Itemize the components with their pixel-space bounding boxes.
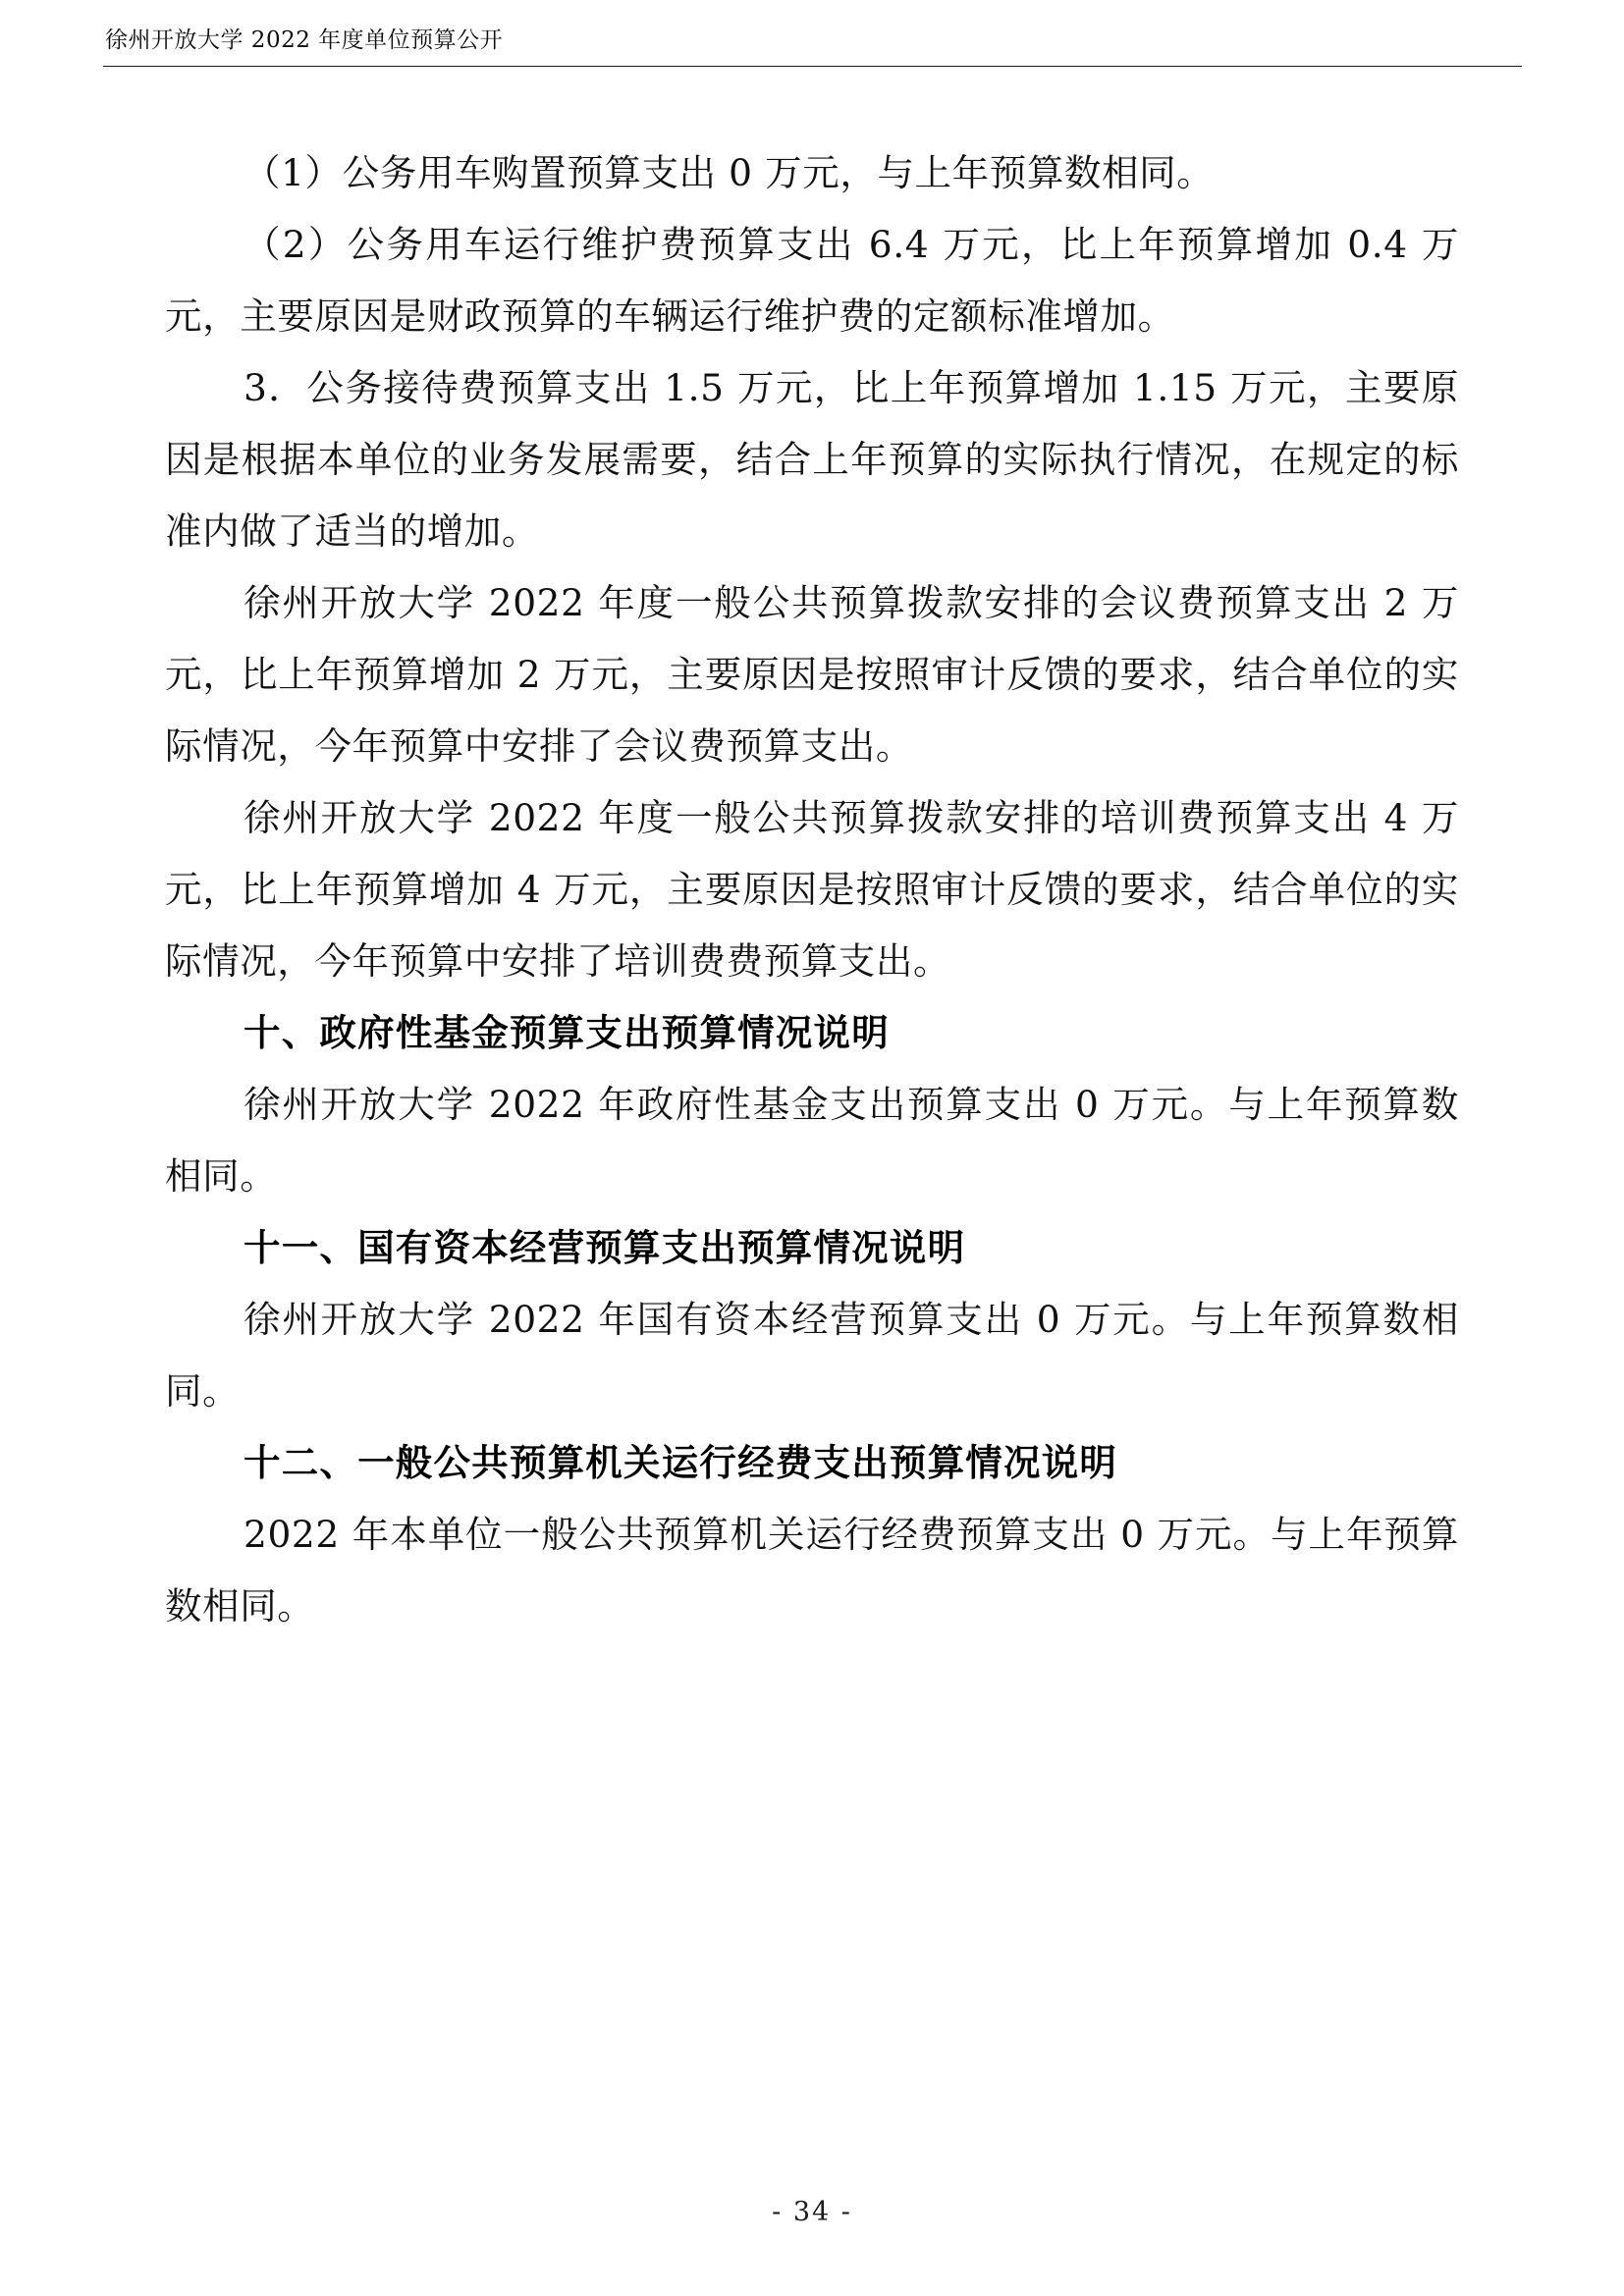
body-paragraph: （2）公务用车运行维护费预算支出 6.4 万元，比上年预算增加 0.4 万元，主要原因是财政预算的车辆运行维护费的定额标准增加。 bbox=[165, 223, 1459, 338]
section-heading: 十、政府性基金预算支出预算情况说明 bbox=[244, 1011, 890, 1054]
page-number: - 34 - bbox=[772, 2197, 852, 2227]
body-paragraph: （1）公务用车购置预算支出 0 万元，与上年预算数相同。 bbox=[244, 151, 1215, 194]
running-header bbox=[103, 22, 1522, 67]
body-paragraph: 徐州开放大学 2022 年度一般公共预算拨款安排的会议费预算支出 2 万元，比上年预算增加 2 万元，主要原因是按照审计反馈的要求，结合单位的实际情况，今年预算中安排了会议费预算支出。 bbox=[165, 581, 1459, 768]
document-body bbox=[165, 137, 1459, 1642]
header-divider bbox=[103, 66, 1522, 67]
header-title: 徐州开放大学 2022 年度单位预算公开 bbox=[105, 27, 504, 53]
body-paragraph: 徐州开放大学 2022 年度一般公共预算拨款安排的培训费预算支出 4 万元，比上年预算增加 4 万元，主要原因是按照审计反馈的要求，结合单位的实际情况，今年预算中安排了培训费费预算支出。 bbox=[165, 796, 1459, 983]
body-paragraph: 徐州开放大学 2022 年国有资本经营预算支出 0 万元。与上年预算数相同。 bbox=[165, 1298, 1459, 1413]
section-heading: 十二、一般公共预算机关运行经费支出预算情况说明 bbox=[244, 1441, 1118, 1484]
body-paragraph: 2022 年本单位一般公共预算机关运行经费预算支出 0 万元。与上年预算数相同。 bbox=[165, 1513, 1459, 1628]
body-paragraph: 徐州开放大学 2022 年政府性基金支出预算支出 0 万元。与上年预算数相同。 bbox=[165, 1083, 1459, 1198]
body-paragraph: 3．公务接待费预算支出 1.5 万元，比上年预算增加 1.15 万元，主要原因是根据本单位的业务发展需要，结合上年预算的实际执行情况，在规定的标准内做了适当的增加。 bbox=[165, 366, 1459, 553]
page-footer bbox=[0, 2197, 1624, 2227]
section-heading: 十一、国有资本经营预算支出预算情况说明 bbox=[244, 1226, 966, 1269]
